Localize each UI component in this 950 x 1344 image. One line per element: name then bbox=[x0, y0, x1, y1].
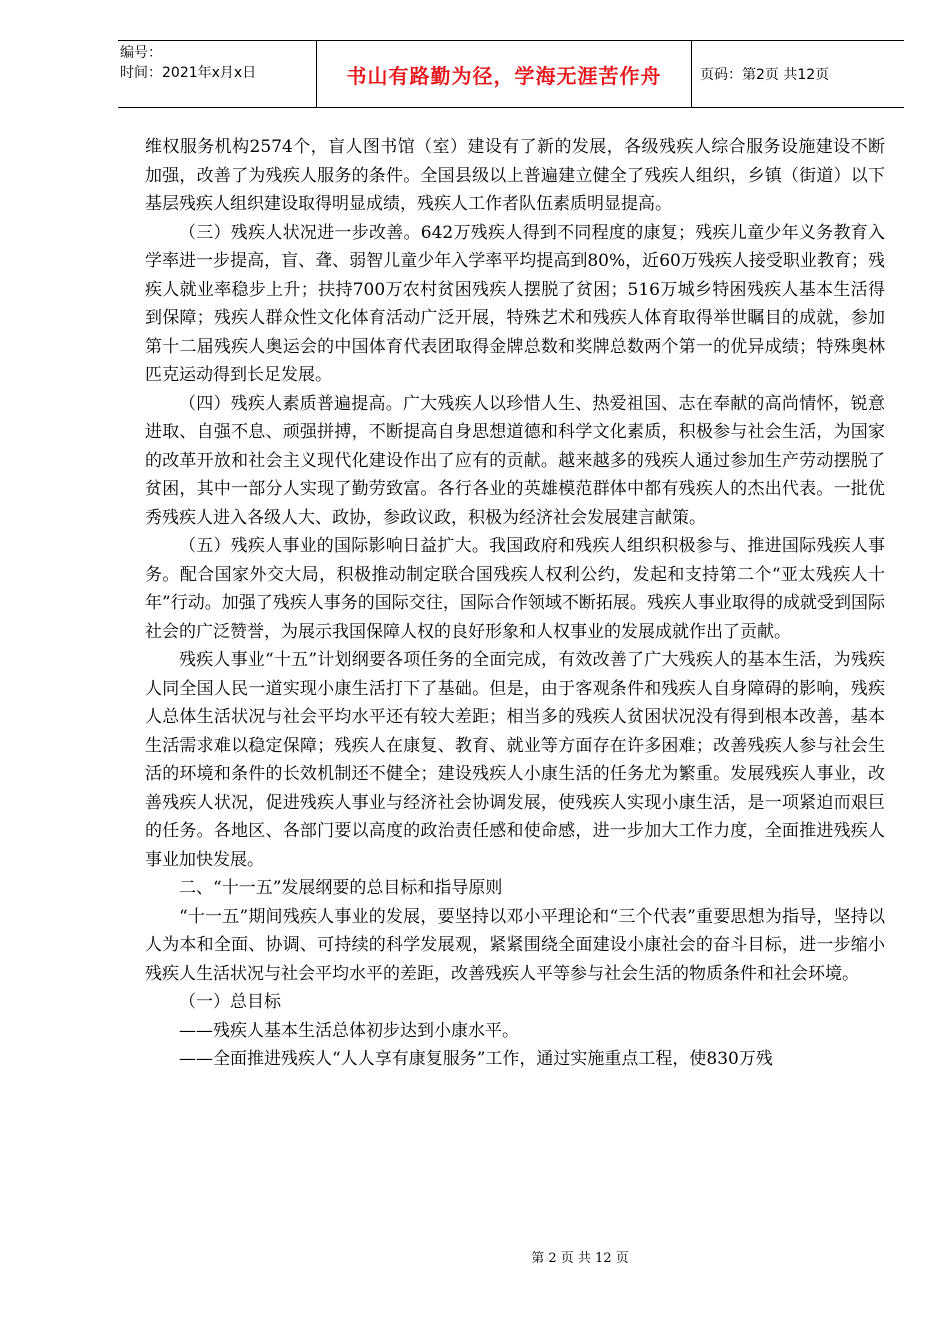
paragraph: 残疾人事业“十五”计划纲要各项任务的全面完成，有效改善了广大残疾人的基本生活，为残疾人同全国人民一道实现小康生活打下了基础。但是，由于客观条件和残疾人自身障碍的影响，残疾人总体生活状况与社会平均水平还有较大差距；相当多的残疾人贫困状况没有得到根本改善，基本生活需求难以稳定保障；残疾人在康复、教育、就业等方面存在许多困难；改善残疾人参与社会生活的环境和条件的长效机制还不健全；建设残疾人小康生活的任务尤为繁重。发展残疾人事业，改善残疾人状况，促进残疾人事业与经济社会协调发展，使残疾人实现小康生活，是一项紧迫而艰巨的任务。各地区、各部门要以高度的政治责任感和使命感，进一步加大工作力度，全面推进残疾人事业加快发展。 bbox=[145, 650, 885, 870]
document-number-label: 编号： bbox=[120, 45, 162, 61]
goal-item: ——全面推进残疾人“人人享有康复服务”工作，通过实施重点工程，使830万残 bbox=[179, 1049, 773, 1069]
header-motto: 书山有路勤为径，学海无涯苦作舟 bbox=[317, 41, 692, 107]
page-header bbox=[118, 40, 904, 108]
subsection-heading: （一）总目标 bbox=[179, 992, 281, 1012]
paragraph: “十一五”期间残疾人事业的发展，要坚持以邓小平理论和“三个代表”重要思想为指导，坚持以人为本和全面、协调、可持续的科学发展观，紧紧围绕全面建设小康社会的奋斗目标，进一步缩小残疾人生活状况与社会平均水平的差距，改善残疾人平等参与社会生活的物质条件和社会环境。 bbox=[145, 906, 885, 984]
document-body bbox=[145, 133, 885, 1074]
header-page-info: 页码：第2页 共12页 bbox=[700, 67, 830, 83]
paragraph: （五）残疾人事业的国际影响日益扩大。我国政府和残疾人组织积极参与、推进国际残疾人事务。配合国家外交大局，积极推动制定联合国残疾人权利公约，发起和支持第二个“亚太残疾人十年”行动。加强了残疾人事务的国际交往，国际合作领域不断拓展。残疾人事业取得的成就受到国际社会的广泛赞誉，为展示我国保障人权的良好形象和人权事业的发展成就作出了贡献。 bbox=[145, 536, 885, 642]
paragraph: 维权服务机构2574个，盲人图书馆（室）建设有了新的发展，各级残疾人综合服务设施建设不断加强，改善了为残疾人服务的条件。全国县级以上普遍建立健全了残疾人组织，乡镇（街道）以下基层残疾人组织建设取得明显成绩，残疾人工作者队伍素质明显提高。 bbox=[145, 137, 885, 214]
goal-item: ——残疾人基本生活总体初步达到小康水平。 bbox=[179, 1020, 519, 1041]
document-time-label: 时间：2021年x月x日 bbox=[120, 65, 257, 81]
paragraph: （四）残疾人素质普遍提高。广大残疾人以珍惜人生、热爱祖国、志在奉献的高尚情怀，锐意进取、自强不息、顽强拼搏，不断提高自身思想道德和科学文化素质，积极参与社会生活，为国家的改革开放和社会主义现代化建设作出了应有的贡献。越来越多的残疾人通过参加生产劳动摆脱了贫困，其中一部分人实现了勤劳致富。各行各业的英雄模范群体中都有残疾人的杰出代表。一批优秀残疾人进入各级人大、政协，参政议政，积极为经济社会发展建言献策。 bbox=[145, 393, 885, 528]
section-heading: 二、“十一五”发展纲要的总目标和指导原则 bbox=[179, 878, 503, 898]
paragraph: （三）残疾人状况进一步改善。642万残疾人得到不同程度的康复；残疾儿童少年义务教育入学率进一步提高，盲、聋、弱智儿童少年入学率平均提高到80%，近60万残疾人接受职业教育；残疾人就业率稳步上升；扶持700万农村贫困残疾人摆脱了贫困；516万城乡特困残疾人基本生活得到保障；残疾人群众性文化体育活动广泛开展，特殊艺术和残疾人体育取得举世瞩目的成就，参加第十二届残疾人奥运会的中国体育代表团取得金牌总数和奖牌总数两个第一的优异成绩；特殊奥林匹克运动得到长足发展。 bbox=[145, 222, 885, 385]
page-footer: 第 2 页 共 12 页 bbox=[531, 1251, 629, 1266]
header-meta bbox=[118, 41, 317, 107]
